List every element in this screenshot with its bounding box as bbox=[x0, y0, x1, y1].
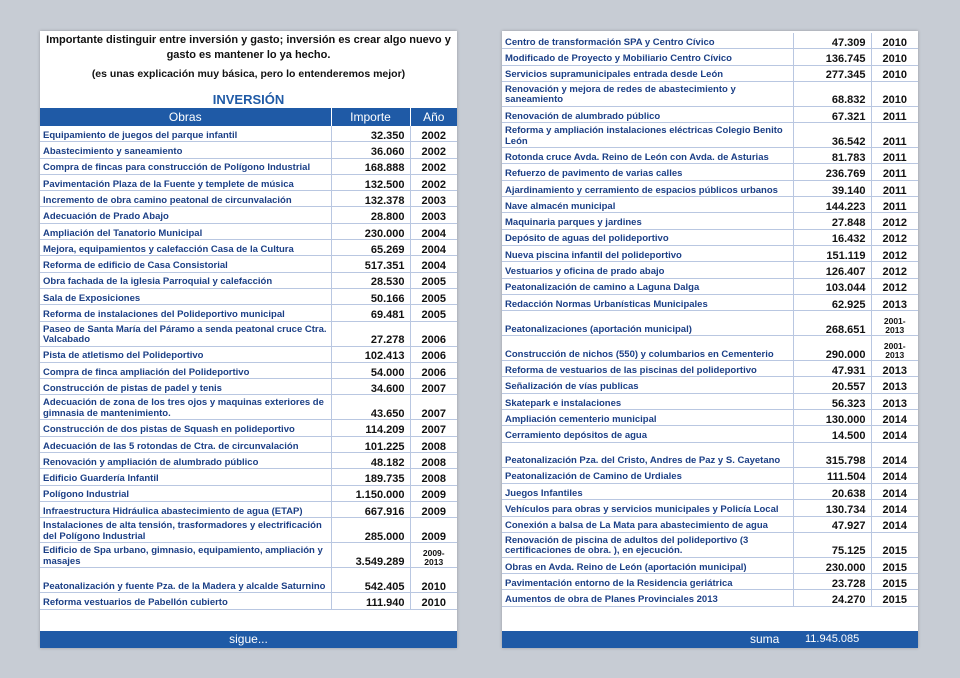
anio-cell: 2012 bbox=[871, 262, 918, 278]
obra-cell: Renovación y mejora de redes de abastecimiento y saneamiento bbox=[502, 81, 793, 106]
obra-cell: Servicios supramunicipales entrada desde León bbox=[502, 65, 793, 81]
obra-cell: Centro de transformación SPA y Centro Cívico bbox=[502, 33, 793, 49]
obra-cell: Reforma y ampliación instalaciones eléctricas Colegio Benito León bbox=[502, 123, 793, 148]
importe-cell: 315.798 bbox=[793, 442, 871, 467]
obra-cell: Redacción Normas Urbanísticas Municipales bbox=[502, 294, 793, 310]
importe-cell: 268.651 bbox=[793, 311, 871, 336]
table-row bbox=[502, 278, 918, 294]
anio-cell: 2013 bbox=[871, 393, 918, 409]
importe-cell: 27.278 bbox=[331, 321, 410, 346]
importe-cell: 130.000 bbox=[793, 410, 871, 426]
anio-cell: 2014 bbox=[871, 467, 918, 483]
obra-cell: Refuerzo de pavimento de varias calles bbox=[502, 164, 793, 180]
table-row bbox=[40, 501, 457, 517]
importe-cell: 28.800 bbox=[331, 207, 410, 223]
table-row bbox=[502, 33, 918, 49]
obra-cell: Reforma de vestuarios de las piscinas del polideportivo bbox=[502, 361, 793, 377]
anio-cell: 2005 bbox=[410, 272, 457, 288]
obra-cell: Modificado de Proyecto y Mobiliario Centro Cívico bbox=[502, 49, 793, 65]
obra-cell: Instalaciones de alta tensión, trasformadores y electrificación del Polígono Industrial bbox=[40, 518, 331, 543]
obra-cell: Ampliación del Tanatorio Municipal bbox=[40, 223, 331, 239]
obra-cell: Peatonalización Pza. del Cristo, Andres de Paz y S. Cayetano bbox=[502, 442, 793, 467]
anio-cell: 2014 bbox=[871, 442, 918, 467]
importe-cell: 48.182 bbox=[331, 453, 410, 469]
anio-cell: 2015 bbox=[871, 557, 918, 573]
obra-cell: Compra de finca ampliación del Polideportivo bbox=[40, 362, 331, 378]
right-panel bbox=[502, 31, 918, 648]
table-row bbox=[502, 516, 918, 532]
table-row bbox=[502, 500, 918, 516]
table-row bbox=[502, 311, 918, 336]
table-row bbox=[40, 126, 457, 142]
anio-cell: 2008 bbox=[410, 436, 457, 452]
table-row bbox=[40, 272, 457, 288]
importe-cell: 47.927 bbox=[793, 516, 871, 532]
obra-cell: Peatonalizaciones (aportación municipal) bbox=[502, 311, 793, 336]
anio-cell: 2006 bbox=[410, 362, 457, 378]
table-row bbox=[502, 262, 918, 278]
obra-cell: Edificio de Spa urbano, gimnasio, equipamiento, ampliación y masajes bbox=[40, 543, 331, 568]
obra-cell: Obras en Avda. Reino de León (aportación municipal) bbox=[502, 557, 793, 573]
importe-cell: 130.734 bbox=[793, 500, 871, 516]
obra-cell: Compra de fincas para construcción de Polígono Industrial bbox=[40, 158, 331, 174]
anio-cell: 2001-2013 bbox=[871, 336, 918, 361]
anio-cell: 2010 bbox=[871, 65, 918, 81]
obra-cell: Pavimentación Plaza de la Fuente y templete de música bbox=[40, 174, 331, 190]
importe-cell: 20.557 bbox=[793, 377, 871, 393]
importe-cell: 542.405 bbox=[331, 568, 410, 593]
table-row bbox=[502, 377, 918, 393]
importe-cell: 68.832 bbox=[793, 81, 871, 106]
anio-cell: 2009 bbox=[410, 518, 457, 543]
importe-cell: 54.000 bbox=[331, 362, 410, 378]
continue-footer bbox=[40, 631, 457, 648]
anio-cell: 2008 bbox=[410, 453, 457, 469]
importe-cell: 20.638 bbox=[793, 483, 871, 499]
table-row bbox=[502, 532, 918, 557]
table-row bbox=[40, 379, 457, 395]
obra-cell: Mejora, equipamientos y calefacción Casa de la Cultura bbox=[40, 240, 331, 256]
table-row bbox=[40, 568, 457, 593]
anio-cell: 2010 bbox=[871, 81, 918, 106]
anio-cell: 2014 bbox=[871, 500, 918, 516]
table-row bbox=[502, 442, 918, 467]
obra-cell: Peatonalización de camino a Laguna Dalga bbox=[502, 278, 793, 294]
intro-block bbox=[40, 31, 457, 82]
anio-cell: 2002 bbox=[410, 126, 457, 142]
table-row bbox=[502, 557, 918, 573]
importe-cell: 132.500 bbox=[331, 174, 410, 190]
obra-cell: Obra fachada de la iglesia Parroquial y calefacción bbox=[40, 272, 331, 288]
left-panel bbox=[40, 31, 457, 648]
table-row bbox=[502, 426, 918, 442]
importe-cell: 144.223 bbox=[793, 197, 871, 213]
importe-cell: 67.321 bbox=[793, 106, 871, 122]
importe-cell: 43.650 bbox=[331, 395, 410, 420]
table-row bbox=[40, 543, 457, 568]
table-row bbox=[502, 483, 918, 499]
table-row bbox=[40, 362, 457, 378]
obra-cell: Nueva piscina infantil del polideportivo bbox=[502, 245, 793, 261]
anio-cell: 2011 bbox=[871, 164, 918, 180]
obra-cell: Renovación de alumbrado público bbox=[502, 106, 793, 122]
obra-cell: Infraestructura Hidráulica abastecimiento de agua (ETAP) bbox=[40, 501, 331, 517]
importe-cell: 285.000 bbox=[331, 518, 410, 543]
anio-cell: 2002 bbox=[410, 142, 457, 158]
table-row bbox=[40, 174, 457, 190]
importe-cell: 16.432 bbox=[793, 229, 871, 245]
anio-cell: 2002 bbox=[410, 174, 457, 190]
header-importe: Importe bbox=[331, 108, 410, 126]
table-row bbox=[502, 245, 918, 261]
anio-cell: 2011 bbox=[871, 123, 918, 148]
table-row bbox=[40, 142, 457, 158]
importe-cell: 75.125 bbox=[793, 532, 871, 557]
importe-cell: 230.000 bbox=[331, 223, 410, 239]
importe-cell: 136.745 bbox=[793, 49, 871, 65]
importe-cell: 56.323 bbox=[793, 393, 871, 409]
anio-cell: 2012 bbox=[871, 229, 918, 245]
importe-cell: 168.888 bbox=[331, 158, 410, 174]
anio-cell: 2012 bbox=[871, 213, 918, 229]
importe-cell: 32.350 bbox=[331, 126, 410, 142]
obra-cell: Reforma de instalaciones del Polideportivo municipal bbox=[40, 305, 331, 321]
anio-cell: 2015 bbox=[871, 574, 918, 590]
table-row bbox=[40, 158, 457, 174]
obra-cell: Pavimentación entorno de la Residencia geriátrica bbox=[502, 574, 793, 590]
anio-cell: 2006 bbox=[410, 321, 457, 346]
table-body-left bbox=[40, 126, 457, 609]
importe-cell: 236.769 bbox=[793, 164, 871, 180]
obra-cell: Construcción de pistas de padel y tenis bbox=[40, 379, 331, 395]
anio-cell: 2006 bbox=[410, 346, 457, 362]
table-row bbox=[502, 574, 918, 590]
anio-cell: 2011 bbox=[871, 197, 918, 213]
anio-cell: 2003 bbox=[410, 191, 457, 207]
anio-cell: 2013 bbox=[871, 377, 918, 393]
importe-cell: 151.119 bbox=[793, 245, 871, 261]
investment-table-left bbox=[40, 108, 457, 610]
table-row bbox=[502, 410, 918, 426]
anio-cell: 2011 bbox=[871, 180, 918, 196]
obra-cell: Señalización de vías publicas bbox=[502, 377, 793, 393]
anio-cell: 2009 bbox=[410, 485, 457, 501]
table-row bbox=[502, 467, 918, 483]
table-row bbox=[40, 321, 457, 346]
obra-cell: Paseo de Santa María del Páramo a senda peatonal cruce Ctra. Valcabado bbox=[40, 321, 331, 346]
table-row bbox=[40, 593, 457, 609]
obra-cell: Juegos Infantiles bbox=[502, 483, 793, 499]
table-body-right bbox=[502, 33, 918, 606]
obra-cell: Incremento de obra camino peatonal de circunvalación bbox=[40, 191, 331, 207]
obra-cell: Vehículos para obras y servicios municipales y Policía Local bbox=[502, 500, 793, 516]
anio-cell: 2013 bbox=[871, 294, 918, 310]
obra-cell: Renovación y ampliación de alumbrado público bbox=[40, 453, 331, 469]
importe-cell: 62.925 bbox=[793, 294, 871, 310]
importe-cell: 24.270 bbox=[793, 590, 871, 606]
anio-cell: 2014 bbox=[871, 483, 918, 499]
anio-cell: 2015 bbox=[871, 532, 918, 557]
importe-cell: 69.481 bbox=[331, 305, 410, 321]
table-row bbox=[502, 81, 918, 106]
table-row bbox=[40, 207, 457, 223]
anio-cell: 2008 bbox=[410, 469, 457, 485]
importe-cell: 3.549.289 bbox=[331, 543, 410, 568]
table-row bbox=[502, 123, 918, 148]
table-row bbox=[502, 590, 918, 606]
obra-cell: Peatonalización de Camino de Urdiales bbox=[502, 467, 793, 483]
importe-cell: 111.940 bbox=[331, 593, 410, 609]
anio-cell: 2010 bbox=[871, 33, 918, 49]
anio-cell: 2003 bbox=[410, 207, 457, 223]
investment-table-right bbox=[502, 33, 918, 607]
anio-cell: 2004 bbox=[410, 223, 457, 239]
importe-cell: 36.542 bbox=[793, 123, 871, 148]
obra-cell: Renovación de piscina de adultos del polideportivo (3 certificaciones de obra. ), en ejecución. bbox=[502, 532, 793, 557]
importe-cell: 102.413 bbox=[331, 346, 410, 362]
anio-cell: 2012 bbox=[871, 278, 918, 294]
total-label: suma bbox=[750, 632, 780, 646]
table-row bbox=[502, 336, 918, 361]
header-anio: Año bbox=[410, 108, 457, 126]
table-row bbox=[40, 288, 457, 304]
obra-cell: Abastecimiento y saneamiento bbox=[40, 142, 331, 158]
intro-note: (es unas explicación muy básica, pero lo entenderemos mejor) bbox=[91, 68, 406, 80]
anio-cell: 2009 bbox=[410, 501, 457, 517]
table-row bbox=[502, 164, 918, 180]
table-row bbox=[502, 294, 918, 310]
obra-cell: Nave almacén municipal bbox=[502, 197, 793, 213]
anio-cell: 2004 bbox=[410, 256, 457, 272]
importe-cell: 23.728 bbox=[793, 574, 871, 590]
importe-cell: 47.931 bbox=[793, 361, 871, 377]
obra-cell: Reforma de edificio de Casa Consistorial bbox=[40, 256, 331, 272]
obra-cell: Conexión a balsa de La Mata para abastecimiento de agua bbox=[502, 516, 793, 532]
table-row bbox=[40, 469, 457, 485]
importe-cell: 230.000 bbox=[793, 557, 871, 573]
importe-cell: 28.530 bbox=[331, 272, 410, 288]
importe-cell: 667.916 bbox=[331, 501, 410, 517]
importe-cell: 1.150.000 bbox=[331, 485, 410, 501]
obra-cell: Adecuación de las 5 rotondas de Ctra. de circunvalación bbox=[40, 436, 331, 452]
table-row bbox=[40, 191, 457, 207]
anio-cell: 2014 bbox=[871, 516, 918, 532]
table-row bbox=[40, 223, 457, 239]
anio-cell: 2002 bbox=[410, 158, 457, 174]
intro-text: Importante distinguir entre inversión y gasto; inversión es crear algo nuevo y gasto es mantener lo ya hecho. bbox=[46, 34, 451, 61]
table-row bbox=[502, 148, 918, 164]
table-row bbox=[502, 213, 918, 229]
obra-cell: Equipamiento de juegos del parque infantil bbox=[40, 126, 331, 142]
table-row bbox=[40, 305, 457, 321]
obra-cell: Peatonalización y fuente Pza. de la Madera y alcalde Saturnino bbox=[40, 568, 331, 593]
obra-cell: Maquinaria parques y jardines bbox=[502, 213, 793, 229]
importe-cell: 103.044 bbox=[793, 278, 871, 294]
obra-cell: Depósito de aguas del polideportivo bbox=[502, 229, 793, 245]
anio-cell: 2010 bbox=[410, 568, 457, 593]
table-row bbox=[40, 256, 457, 272]
table-row bbox=[502, 361, 918, 377]
table-row bbox=[40, 436, 457, 452]
anio-cell: 2011 bbox=[871, 106, 918, 122]
anio-cell: 2011 bbox=[871, 148, 918, 164]
anio-cell: 2015 bbox=[871, 590, 918, 606]
importe-cell: 14.500 bbox=[793, 426, 871, 442]
table-row bbox=[502, 229, 918, 245]
table-row bbox=[40, 420, 457, 436]
obra-cell: Sala de Exposiciones bbox=[40, 288, 331, 304]
importe-cell: 126.407 bbox=[793, 262, 871, 278]
anio-cell: 2007 bbox=[410, 379, 457, 395]
table-row bbox=[40, 395, 457, 420]
table-row bbox=[40, 485, 457, 501]
table-header-row bbox=[40, 108, 457, 126]
table-row bbox=[502, 393, 918, 409]
obra-cell: Vestuarios y oficina de prado abajo bbox=[502, 262, 793, 278]
obra-cell: Ajardinamiento y cerramiento de espacios públicos urbanos bbox=[502, 180, 793, 196]
obra-cell: Adecuación de Prado Abajo bbox=[40, 207, 331, 223]
anio-cell: 2005 bbox=[410, 288, 457, 304]
importe-cell: 290.000 bbox=[793, 336, 871, 361]
table-row bbox=[40, 518, 457, 543]
obra-cell: Reforma vestuarios de Pabellón cubierto bbox=[40, 593, 331, 609]
anio-cell: 2010 bbox=[871, 49, 918, 65]
obra-cell: Adecuación de zona de los tres ojos y maquinas exteriores de gimnasia de mantenimiento. bbox=[40, 395, 331, 420]
importe-cell: 65.269 bbox=[331, 240, 410, 256]
importe-cell: 27.848 bbox=[793, 213, 871, 229]
anio-cell: 2001-2013 bbox=[871, 311, 918, 336]
table-row bbox=[502, 106, 918, 122]
importe-cell: 36.060 bbox=[331, 142, 410, 158]
table-row bbox=[40, 346, 457, 362]
obra-cell: Skatepark e instalaciones bbox=[502, 393, 793, 409]
table-row bbox=[502, 180, 918, 196]
section-title: INVERSIÓN bbox=[212, 92, 285, 107]
obra-cell: Rotonda cruce Avda. Reino de León con Avda. de Asturias bbox=[502, 148, 793, 164]
anio-cell: 2012 bbox=[871, 245, 918, 261]
header-obras: Obras bbox=[40, 108, 331, 126]
importe-cell: 101.225 bbox=[331, 436, 410, 452]
obra-cell: Aumentos de obra de Planes Provinciales 2013 bbox=[502, 590, 793, 606]
anio-cell: 2005 bbox=[410, 305, 457, 321]
importe-cell: 114.209 bbox=[331, 420, 410, 436]
obra-cell: Edificio Guardería Infantil bbox=[40, 469, 331, 485]
continue-label: sigue... bbox=[229, 632, 268, 646]
total-footer bbox=[502, 631, 918, 648]
anio-cell: 2010 bbox=[410, 593, 457, 609]
anio-cell: 2014 bbox=[871, 410, 918, 426]
obra-cell: Cerramiento depósitos de agua bbox=[502, 426, 793, 442]
importe-cell: 277.345 bbox=[793, 65, 871, 81]
obra-cell: Pista de atletismo del Polideportivo bbox=[40, 346, 331, 362]
anio-cell: 2007 bbox=[410, 395, 457, 420]
table-row bbox=[40, 453, 457, 469]
importe-cell: 50.166 bbox=[331, 288, 410, 304]
anio-cell: 2004 bbox=[410, 240, 457, 256]
importe-cell: 517.351 bbox=[331, 256, 410, 272]
table-row bbox=[502, 65, 918, 81]
obra-cell: Construcción de nichos (550) y columbarios en Cementerio bbox=[502, 336, 793, 361]
anio-cell: 2013 bbox=[871, 361, 918, 377]
anio-cell: 2007 bbox=[410, 420, 457, 436]
table-row bbox=[502, 197, 918, 213]
anio-cell: 2009-2013 bbox=[410, 543, 457, 568]
table-row bbox=[40, 240, 457, 256]
importe-cell: 132.378 bbox=[331, 191, 410, 207]
importe-cell: 81.783 bbox=[793, 148, 871, 164]
importe-cell: 47.309 bbox=[793, 33, 871, 49]
obra-cell: Ampliación cementerio municipal bbox=[502, 410, 793, 426]
importe-cell: 34.600 bbox=[331, 379, 410, 395]
obra-cell: Polígono Industrial bbox=[40, 485, 331, 501]
total-value: 11.945.085 bbox=[805, 633, 860, 645]
importe-cell: 39.140 bbox=[793, 180, 871, 196]
importe-cell: 189.735 bbox=[331, 469, 410, 485]
table-row bbox=[502, 49, 918, 65]
obra-cell: Construcción de dos pistas de Squash en polideportivo bbox=[40, 420, 331, 436]
anio-cell: 2014 bbox=[871, 426, 918, 442]
importe-cell: 111.504 bbox=[793, 467, 871, 483]
